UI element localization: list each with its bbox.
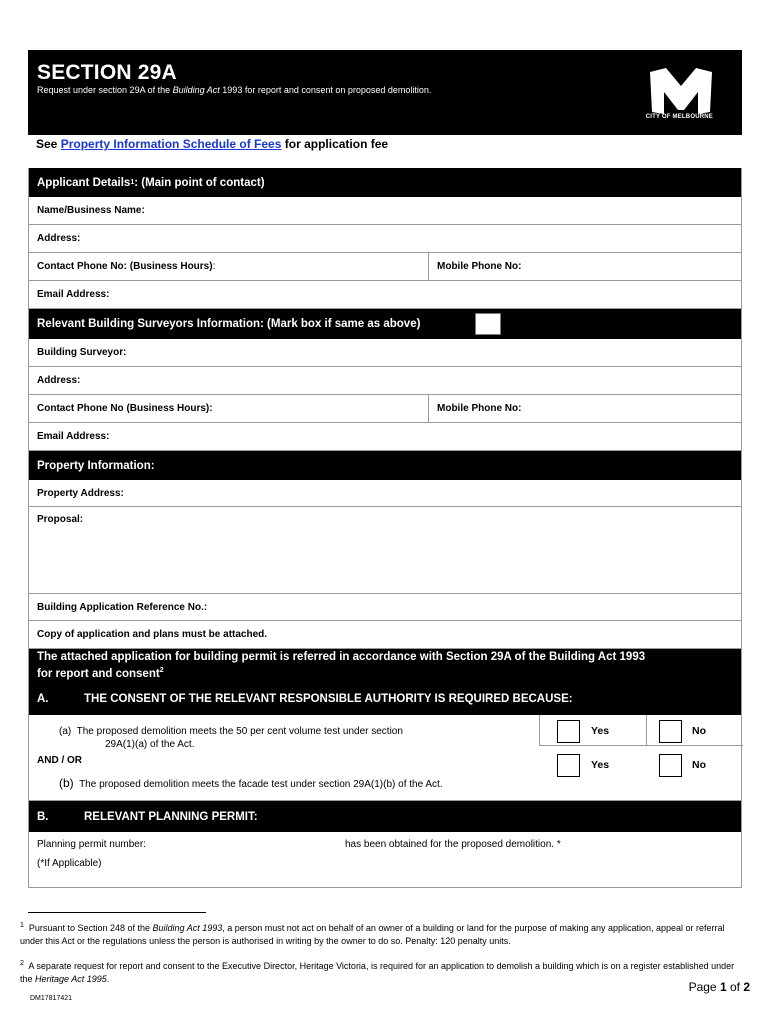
footnote-1: $^1$ Pursuant to Section 248 of the Building Act 1993, a person must not act on behalf of an owner of a building or land for the purpose of making any application, appeal or referral under this Act or the regulations unless the person is authorised in writing by the owner to do so. Penalty: 120 penalty units. <box>20 922 725 946</box>
criteria-b-text: (b) The proposed demolition meets the facade test under section 29A(1)(b) of the Act. <box>59 776 443 790</box>
property-information-heading: Property Information: <box>29 451 741 480</box>
surveyor-mobile-field[interactable]: Mobile Phone No: <box>437 403 522 414</box>
footnote-rule <box>28 912 206 913</box>
property-address-field[interactable]: Property Address: <box>29 480 741 507</box>
same-as-above-checkbox[interactable] <box>475 313 501 335</box>
criteria-a-yes-label: Yes <box>591 725 610 737</box>
criteria-b-no-label: No <box>692 759 706 771</box>
criteria-b-no-checkbox[interactable] <box>659 754 682 777</box>
section-a-heading: A. THE CONSENT OF THE RELEVANT RESPONSIBLE AUTHORITY IS REQUIRED BECAUSE: <box>29 682 741 715</box>
divider <box>539 745 743 746</box>
surveyor-address-field[interactable]: Address: <box>29 367 741 395</box>
planning-permit-block <box>29 832 741 888</box>
surveyor-phone-field[interactable]: Contact Phone No (Business Hours): <box>29 395 429 422</box>
divider <box>646 715 647 745</box>
criteria-a-no-checkbox[interactable] <box>659 720 682 743</box>
surveyor-name-field[interactable]: Building Surveyor: <box>29 339 741 367</box>
footnote-2: $^2$ A separate request for report and consent to the Executive Director, Heritage Victoria, is required for an application to demolish a building which is on a register established under the Heritage Act 1995. <box>20 960 735 984</box>
applicant-phone-row <box>29 253 741 281</box>
fees-line: See Property Information Schedule of Fees for application fee <box>36 137 389 151</box>
section-b-heading: B. RELEVANT PLANNING PERMIT: <box>29 801 741 832</box>
application-form <box>28 168 742 888</box>
applicant-address-field[interactable]: Address: <box>29 225 741 253</box>
criteria-a-no-label: No <box>692 725 706 737</box>
building-application-reference-field[interactable]: Building Application Reference No.: <box>29 594 741 621</box>
header-banner <box>28 50 742 135</box>
document-id: DM17817421 <box>30 995 73 1002</box>
applicant-name-field[interactable]: Name/Business Name: <box>29 197 741 225</box>
applicant-email-field[interactable]: Email Address: <box>29 281 741 309</box>
page-number: Page 1 of 2 <box>688 980 750 994</box>
and-or-label: AND / OR <box>37 755 82 766</box>
surveyor-phone-row <box>29 395 741 423</box>
applicant-details-heading: Applicant Details 1 : (Main point of contact) <box>29 168 741 197</box>
page-subtitle: Request under section 29A of the Building Act 1993 for report and consent on proposed demolition. <box>37 85 432 95</box>
permit-obtained-text: has been obtained for the proposed demolition. * <box>345 839 561 850</box>
criteria-b-yes-checkbox[interactable] <box>557 754 580 777</box>
logo-text: CITY OF MELBOURNE <box>645 114 713 120</box>
page-title: SECTION 29A <box>37 61 177 84</box>
referral-heading: The attached application for building permit is referred in accordance with Section 29A of the Building Act 1993 for report and consent$^2$ <box>29 649 741 682</box>
consent-criteria <box>29 715 741 801</box>
criteria-a-text: (a) The proposed demolition meets the 50 per cent volume test under section 29A(1)(a) of the Act. <box>59 726 403 750</box>
fees-schedule-link[interactable]: Property Information Schedule of Fees <box>60 137 282 151</box>
proposal-field[interactable]: Proposal: <box>29 507 741 594</box>
planning-permit-number-field[interactable]: Planning permit number: <box>37 839 146 850</box>
criteria-b-yes-label: Yes <box>591 759 610 771</box>
divider <box>539 715 540 745</box>
surveyor-heading: Relevant Building Surveyors Information: (Mark box if same as above) <box>29 309 741 339</box>
criteria-a-yes-checkbox[interactable] <box>557 720 580 743</box>
attachment-note: Copy of application and plans must be attached. <box>29 621 741 649</box>
if-applicable-note: (*If Applicable) <box>37 858 102 869</box>
applicant-phone-field[interactable]: Contact Phone No: (Business Hours) : <box>29 253 429 280</box>
applicant-mobile-field[interactable]: Mobile Phone No: <box>437 261 522 272</box>
surveyor-email-field[interactable]: Email Address: <box>29 423 741 451</box>
